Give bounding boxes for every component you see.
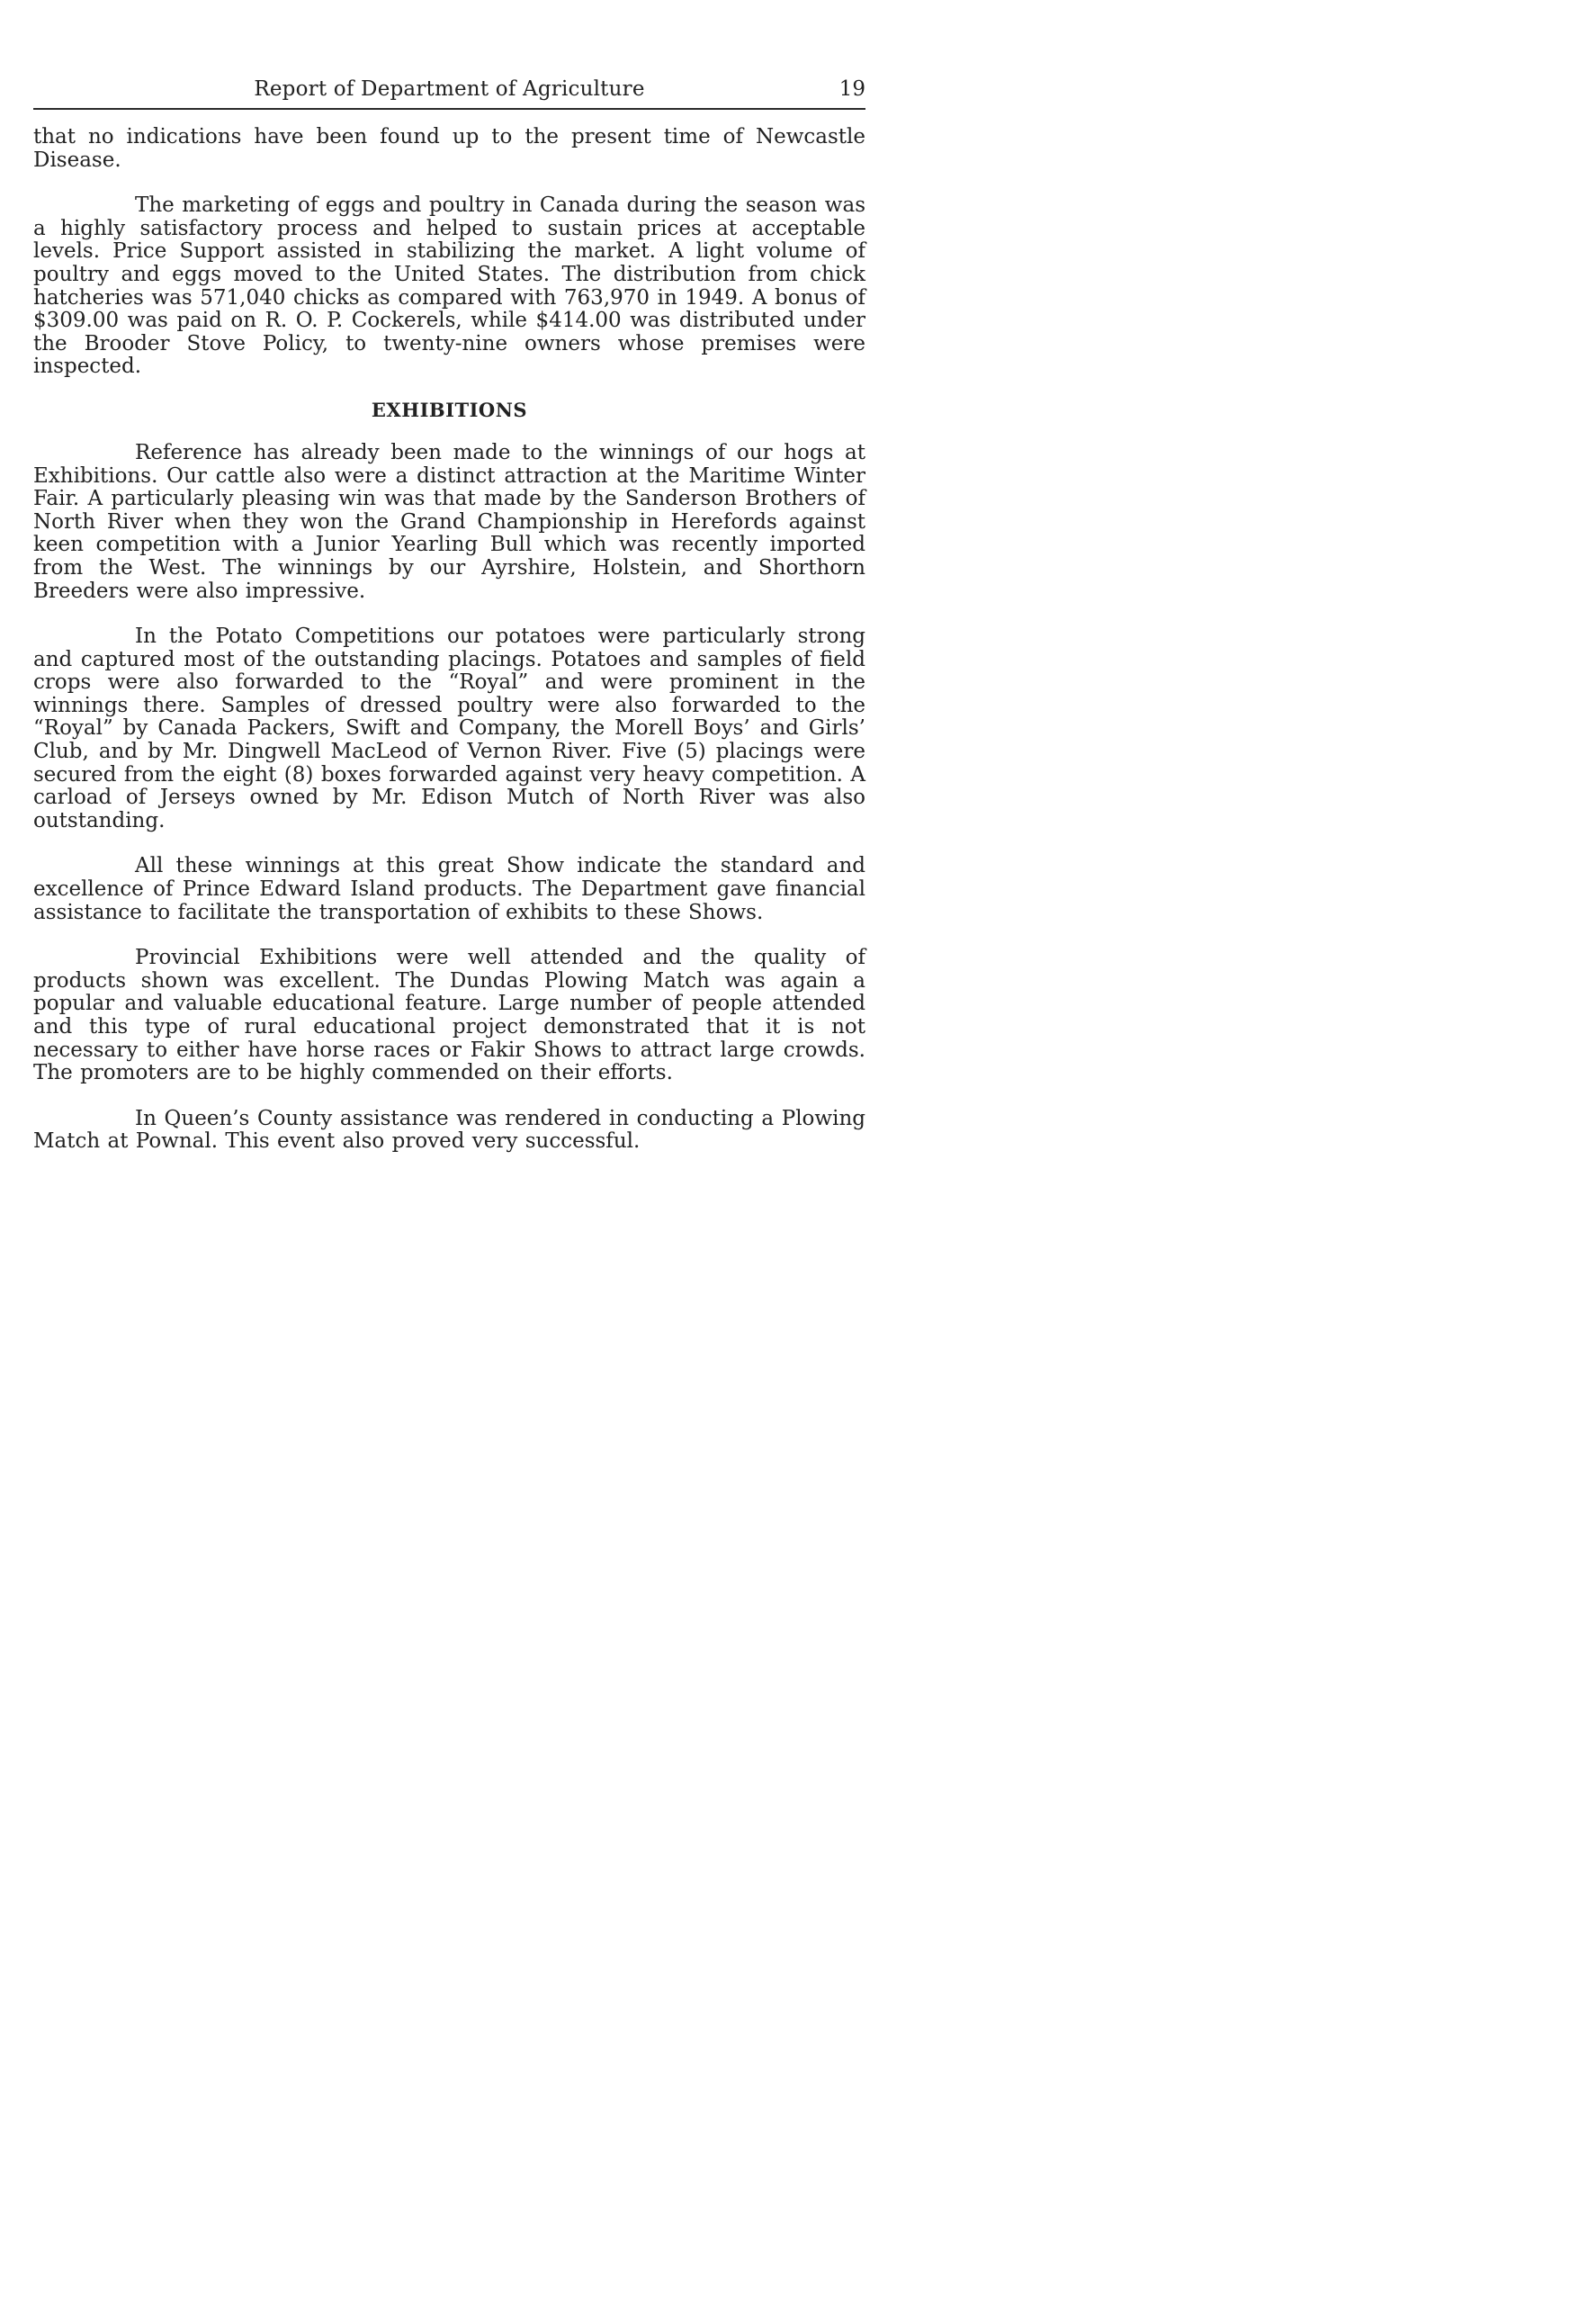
document-page	[33, 76, 865, 1154]
paragraph-poultry-marketing: The marketing of eggs and poultry in Canada during the season was a highly satisfactory process and helped to sustain prices at acceptable levels. Price Support assisted in stabilizing the market. A light volume of poultry and eggs moved to the United States. The distribution from chick hatcheries was 571,040 chicks as compared with 763,970 in 1949. A bonus of $309.00 was paid on R. O. P. Cockerels, while $414.00 was distributed under the Brooder Stove Policy, to twenty-nine owners whose premises were inspected.	[33, 193, 865, 379]
paragraph-potato-competitions: In the Potato Competitions our potatoes were particularly strong and captured most of the outstanding placings. Potatoes and samples of field crops were also forwarded to the “Royal” and were prominent in the winnings there. Samples of dressed poultry were also forwarded to the “Royal” by Canada Packers, Swift and Company, the Morell Boys’ and Girls’ Club, and by Mr. Dingwell MacLeod of Vernon River. Five (5) placings were secured from the eight (8) boxes forwarded against very heavy competition. A carload of Jerseys owned by Mr. Edison Mutch of North River was also outstanding.	[33, 625, 865, 832]
running-header	[33, 76, 865, 110]
section-heading-exhibitions: EXHIBITIONS	[371, 398, 528, 421]
paragraph-exhibition-winnings: Reference has already been made to the winnings of our hogs at Exhibitions. Our cattle also were a distinct attraction at the Maritime Winter Fair. A particularly pleasing win was that made by the Sanderson Brothers of North River when they won the Grand Championship in Herefords against keen competition with a Junior Yearling Bull which was recently imported from the West. The winnings by our Ayrshire, Holstein, and Shorthorn Breeders were also impressive.	[33, 440, 865, 603]
paragraph-show-standards: All these winnings at this great Show indicate the standard and excellence of Prince Edward Island products. The Department gave financial assistance to facilitate the transportation of exhibits to these Shows.	[33, 854, 865, 924]
body-text	[33, 126, 865, 1154]
paragraph-plowing-match: In Queen’s County assistance was rendered in conducting a Plowing Match at Pownal. This event also proved very successful.	[33, 1106, 865, 1154]
paragraph-provincial-exhibitions: Provincial Exhibitions were well attended and the quality of products shown was excellent. The Dundas Plowing Match was again a popular and valuable educational feature. Large number of people attended and this type of rural educational project demonstrated that it is not necessary to either have horse races or Fakir Shows to attract large crowds. The promoters are to be highly commended on their efforts.	[33, 946, 865, 1085]
page-number: 19	[838, 77, 865, 101]
paragraph-continued: that no indications have been found up to the present time of Newcastle Disease.	[33, 125, 865, 172]
running-title: Report of Department of Agriculture	[254, 77, 645, 101]
